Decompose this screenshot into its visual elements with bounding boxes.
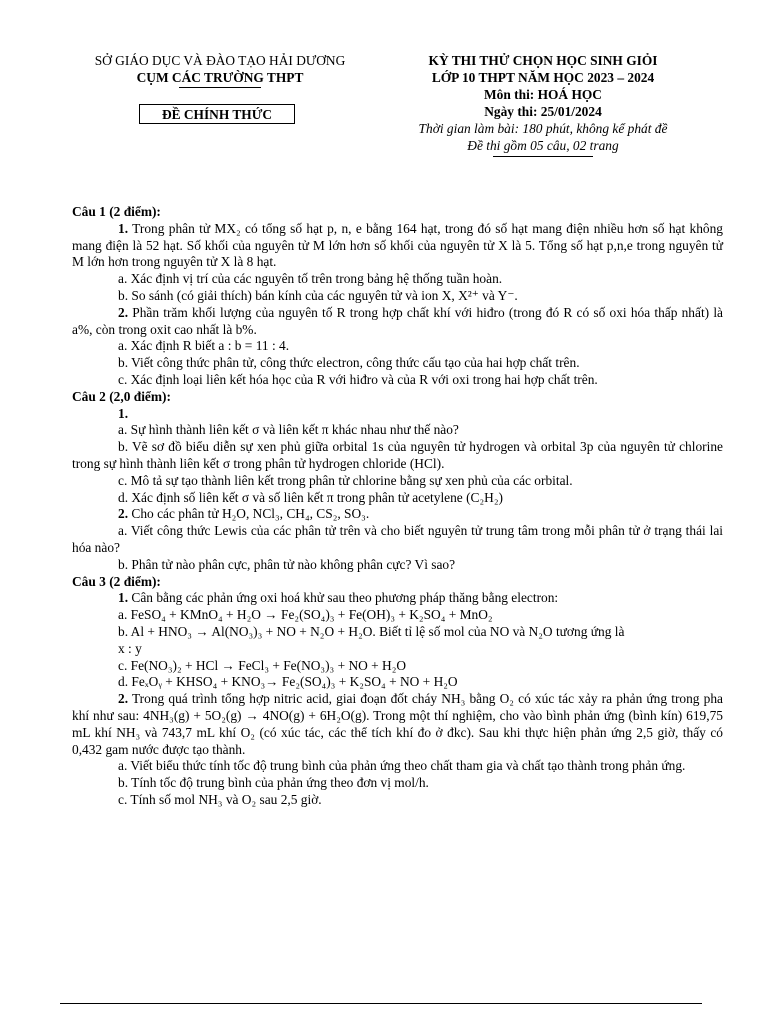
question-3-equation-b-ratio: x : y: [118, 640, 142, 656]
question-3-equation-c: c. Fe(NO₃)₂ + HCl → FeCl₃ + Fe(NO₃)₃ + NO + H₂O: [118, 657, 407, 673]
question-2-item-b: b. Vẽ sơ đồ biểu diễn sự xen phủ giữa orbital 1s của nguyên tử hydrogen và orbital 3p của nguyên tử chlorine trong sự hình thành liên kết σ trong phân tử hydrogen chloride (HCl).: [72, 439, 723, 471]
cluster-underline: [179, 87, 261, 88]
question-3-equation-d: d. FeₓOᵧ + KHSO₄ + KNO₃→ Fe₂(SO₄)₃ + K₂SO₄ + NO + H₂O: [118, 674, 458, 690]
part-number: 1.: [118, 590, 129, 606]
question-3-part-2: [72, 691, 723, 758]
part-text: Cân bằng các phản ứng oxi hoá khử sau theo phương pháp thăng bằng electron:: [131, 590, 559, 606]
part-number: 1.: [118, 220, 129, 236]
exam-content: [72, 204, 723, 809]
question-1-item-b: b. So sánh (có giải thích) bán kính của các nguyên tử và ion X, X²⁺ và Y⁻.: [118, 287, 518, 303]
question-2-part-1: [72, 406, 723, 423]
exam-date: Ngày thi: 25/01/2024: [484, 104, 602, 119]
subject: Môn thi: HOÁ HỌC: [484, 87, 602, 102]
part-text: Phần trăm khối lượng của nguyên tố R trong hợp chất khí với hiđro (trong đó R có số oxi hóa thấp nhất) là a%, còn trong oxit cao nhất là b%.: [72, 304, 723, 337]
header-left: [60, 52, 380, 88]
question-3-item-2c: c. Tính số mol NH₃ và O₂ sau 2,5 giờ.: [118, 791, 322, 807]
question-2-heading: Câu 2 (2,0 điểm):: [72, 388, 171, 404]
question-2-part-2: [72, 506, 723, 523]
question-1-item-a: a. Xác định vị trí của các nguyên tố trên trong bảng hệ thống tuần hoàn.: [118, 271, 503, 287]
page-count: Đề thi gồm 05 câu, 02 trang: [467, 138, 619, 153]
question-1-item-2c: c. Xác định loại liên kết hóa học của R với hiđro và của R với oxi trong hai hợp chất trên.: [118, 371, 598, 387]
question-2-item-d: d. Xác định số liên kết σ và số liên kết π trong phân tử acetylene (C₂H₂): [118, 489, 503, 505]
question-3-equation-a: a. FeSO₄ + KMnO₄ + H₂O → Fe₂(SO₄)₃ + Fe(OH)₃ + K₂SO₄ + MnO₂: [118, 607, 493, 623]
part-number: 2.: [118, 304, 129, 320]
question-3-heading: Câu 3 (2 điểm):: [72, 573, 161, 589]
question-3-item-2a: a. Viết biểu thức tính tốc độ trung bình của phản ứng theo chất tham gia và chất tạo thành trong phản ứng.: [118, 758, 686, 774]
part-number: 2.: [118, 691, 129, 707]
question-3-item-2b: b. Tính tốc độ trung bình của phản ứng theo đơn vị mol/h.: [118, 775, 429, 791]
question-2-item-2b: b. Phân tử nào phân cực, phân tử nào không phân cực? Vì sao?: [118, 556, 456, 572]
exam-duration: Thời gian làm bài: 180 phút, không kể phát đề: [418, 121, 668, 136]
school-cluster: CỤM CÁC TRƯỜNG THPT: [136, 70, 304, 85]
department-name: SỞ GIÁO DỤC VÀ ĐÀO TẠO HẢI DƯƠNG: [94, 53, 346, 68]
header-right: [378, 52, 708, 157]
question-1-part-1: [72, 221, 723, 271]
question-3-equation-b: b. Al + HNO₃ → Al(NO₃)₃ + NO + N₂O + H₂O. Biết tỉ lệ số mol của NO và N₂O tương ứng là: [118, 623, 625, 639]
part-number: 2.: [118, 506, 129, 522]
header-right-underline: [493, 156, 593, 157]
official-stamp-box: ĐỀ CHÍNH THỨC: [139, 104, 295, 124]
question-1-part-2: [72, 305, 723, 339]
question-3-part-1: [72, 590, 723, 607]
question-1-item-2a: a. Xác định R biết a : b = 11 : 4.: [118, 338, 290, 354]
question-2-item-2a: a. Viết công thức Lewis của các phân tử trên và cho biết nguyên tử trung tâm trong mỗi phân tử ở trạng thái lai hóa nào?: [72, 523, 723, 555]
part-text: Trong quá trình tổng hợp nitric acid, giai đoạn đốt cháy NH₃ bằng O₂ có xúc tác xảy ra phản ứng trong pha khí như sau: 4NH₃(g) + 5O₂(g) → 4NO(g) + 6H₂O(g). Trong một thí nghiệm, cho vào bình phản ứng (bình kín) 619,75 mL khí NH₃ và 743,7 mL khí O₂ (có xúc tác, các thể tích khí đo ở đkc). Sau khi thực hiện phản ứng 2,5 giờ, thấy có 0,432 gam nước được tạo thành.: [72, 691, 723, 757]
footer-rule: [60, 1003, 702, 1004]
exam-title: KỲ THI THỬ CHỌN HỌC SINH GIỎI: [428, 53, 658, 68]
question-2-item-a: a. Sự hình thành liên kết σ và liên kết π khác nhau như thế nào?: [118, 422, 459, 438]
part-text: Trong phân tử MX₂ có tổng số hạt p, n, e bằng 164 hạt, trong đó số hạt mang điện nhiều hơn số hạt không mang điện là 52 hạt. Số khối của nguyên tử M lớn hơn số khối của nguyên tử X là 5. Tổng số hạt p,n,e trong nguyên tử M lớn hơn trong nguyên tử X là 8 hạt.: [72, 220, 724, 270]
question-2-item-c: c. Mô tả sự tạo thành liên kết trong phân tử chlorine bằng sự xen phủ của các orbital.: [118, 472, 573, 488]
part-text: Cho các phân tử H₂O, NCl₃, CH₄, CS₂, SO₃.: [131, 506, 370, 522]
question-1-item-2b: b. Viết công thức phân tử, công thức electron, công thức cấu tạo của hai hợp chất trên.: [118, 355, 580, 371]
part-number: 1.: [118, 405, 129, 421]
grade-year: LỚP 10 THPT NĂM HỌC 2023 – 2024: [431, 70, 655, 85]
question-1-heading: Câu 1 (2 điểm):: [72, 204, 161, 219]
